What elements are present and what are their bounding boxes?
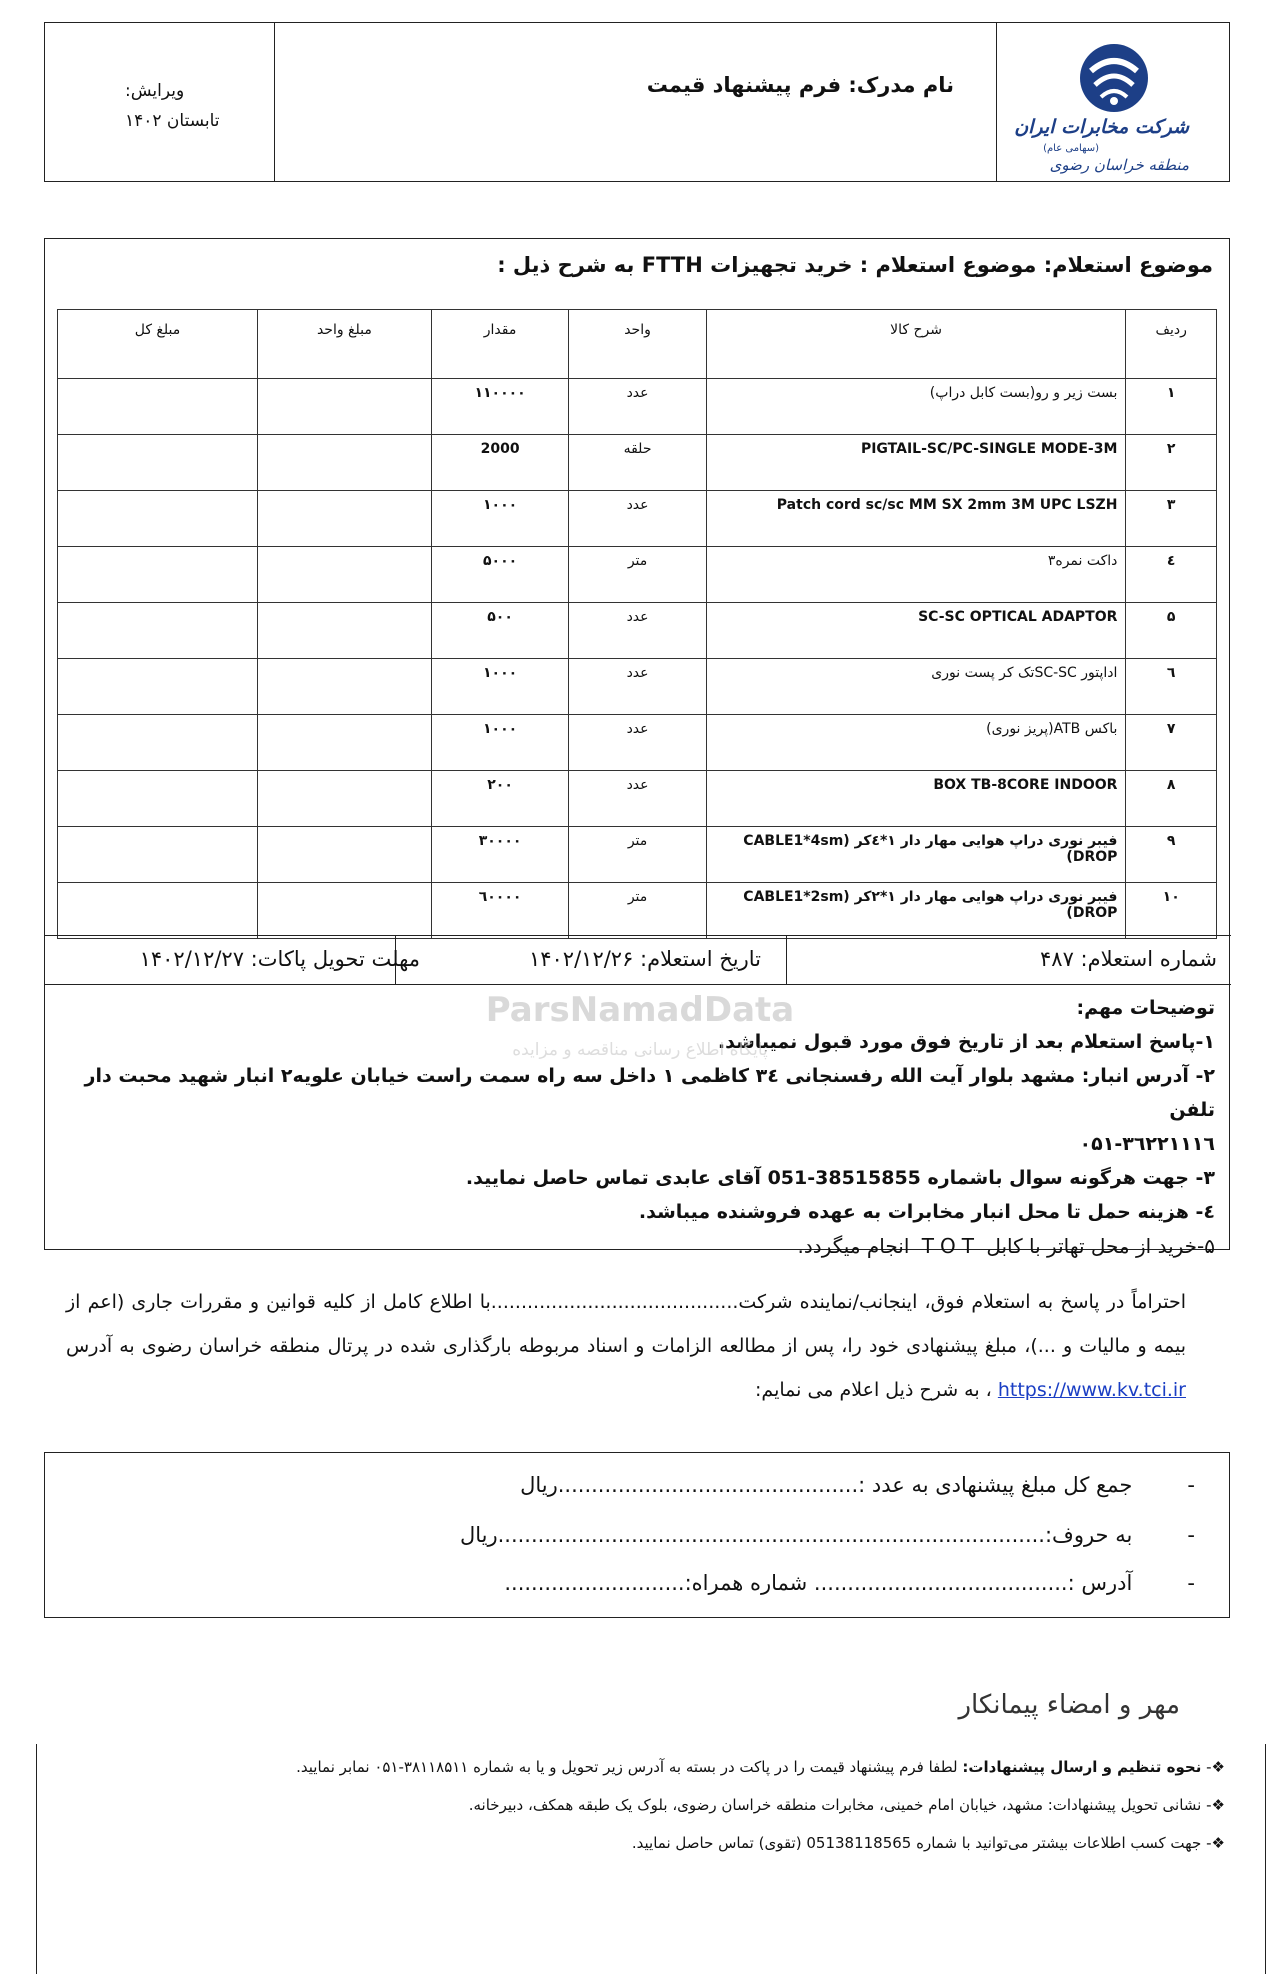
- total-amount-line[interactable]: [520, 1473, 1195, 1497]
- instruction-1-title: نحوه تنظیم و ارسال پیشنهادات:: [962, 1758, 1202, 1776]
- header-index: ردیف: [1126, 310, 1217, 379]
- row-total-price[interactable]: [58, 715, 258, 771]
- row-description: SC-SC OPTICAL ADAPTOR: [706, 603, 1126, 659]
- table-row: [58, 827, 1217, 883]
- row-description: PIGTAIL-SC/PC-SINGLE MODE-3M: [706, 435, 1126, 491]
- bullet-icon: ❖-: [1206, 1796, 1225, 1814]
- row-index: ۸: [1126, 771, 1217, 827]
- row-index: ٤: [1126, 547, 1217, 603]
- row-unit-price[interactable]: [257, 435, 431, 491]
- notes-title: توضیحات مهم:: [1076, 997, 1215, 1019]
- row-unit: عدد: [569, 379, 706, 435]
- bullet-dash: -: [1187, 1523, 1195, 1547]
- telecom-iran-logo-icon: [1077, 41, 1151, 115]
- items-table: [57, 309, 1217, 939]
- row-description: داکت نمره۳: [706, 547, 1126, 603]
- row-description: Patch cord sc/sc MM SX 2mm 3M UPC LSZH: [706, 491, 1126, 547]
- header-quantity: مقدار: [431, 310, 568, 379]
- bullet-icon: ❖-: [1206, 1758, 1225, 1776]
- row-quantity: ۳۰۰۰۰: [431, 827, 568, 883]
- note-1: ۱-پاسخ استعلام بعد از تاریخ فوق مورد قبول نمیباشد.: [717, 1031, 1215, 1053]
- row-total-price[interactable]: [58, 491, 258, 547]
- inquiry-subject: موضوع استعلام: موضوع استعلام : خرید تجهیزات FTTH به شرح ذیل :: [497, 253, 1213, 277]
- row-description: BOX TB-8CORE INDOOR: [706, 771, 1126, 827]
- row-unit: حلقه: [569, 435, 706, 491]
- instruction-1-text: لطفا فرم پیشنهاد قیمت را در پاکت در بسته به آدرس زیر تحویل و یا به شماره ۳۸۱۱۸۵۱۱-۰۵۱ نمابر نمایید.: [296, 1758, 963, 1776]
- logo-region: منطقه خراسان رضوی: [1049, 156, 1189, 174]
- row-description: فیبر نوری دراپ هوایی مهار دار ۱*٤کر (CABLE1*4sm DROP): [706, 827, 1126, 883]
- declaration-text: احتراماً در پاسخ به استعلام فوق، اینجانب/نماینده شرکت.........................................با اطلاع کامل از کلیه قوانین و مقررات جاری (اعم از بیمه و مالیات و ...)، مبلغ پیشنهادی خود را، پس از مطالعه الزامات و اسناد مربوطه بارگذاری شده در پرتال منطقه خراسان رضوی به آدرس: [66, 1291, 1186, 1357]
- instruction-3-text: جهت کسب اطلاعات بیشتر می‌توانید با شماره 05138118565 (تقوی) تماس حاصل نمایید.: [631, 1834, 1202, 1852]
- row-index: ۱۰: [1126, 883, 1217, 939]
- row-unit-price[interactable]: [257, 715, 431, 771]
- table-header-row: [58, 310, 1217, 379]
- row-index: ۳: [1126, 491, 1217, 547]
- header-total-price: مبلغ کل: [58, 310, 258, 379]
- version-cell: [45, 23, 277, 181]
- row-total-price[interactable]: [58, 771, 258, 827]
- row-quantity: ۵۰۰: [431, 603, 568, 659]
- amount-words-line[interactable]: [460, 1523, 1195, 1547]
- contractor-signature-label: مهر و امضاء پیمانکار: [958, 1690, 1180, 1720]
- header-description: شرح کالا: [706, 310, 1126, 379]
- row-description: فیبر نوری دراپ هوایی مهار دار ۱*۲کر (CABLE1*2sm DROP): [706, 883, 1126, 939]
- version-date: تابستان ۱۴۰۲: [125, 111, 220, 131]
- row-unit-price[interactable]: [257, 603, 431, 659]
- row-total-price[interactable]: [58, 603, 258, 659]
- version-label: ویرایش:: [125, 81, 185, 101]
- instruction-2-text: نشانی تحویل پیشنهادات: مشهد، خیابان امام خمینی، مخابرات منطقه خراسان رضوی، بلوک یک طبقه همکف، دبیرخانه.: [468, 1796, 1202, 1814]
- row-unit-price[interactable]: [257, 491, 431, 547]
- table-row: [58, 715, 1217, 771]
- offer-form-box: [44, 1452, 1230, 1618]
- table-row: [58, 883, 1217, 939]
- row-total-price[interactable]: [58, 883, 258, 939]
- note-5: ۵-خرید از محل تهاتر با کابل TOT انجام میگردد.: [797, 1234, 1215, 1258]
- table-row: [58, 771, 1217, 827]
- inquiry-number: شماره استعلام: ۴۸۷: [786, 936, 1231, 984]
- row-total-price[interactable]: [58, 547, 258, 603]
- row-unit-price[interactable]: [257, 827, 431, 883]
- address-line[interactable]: [504, 1571, 1195, 1595]
- row-description: بست زیر و رو(بست کابل دراپ): [706, 379, 1126, 435]
- submission-deadline: مهلت تحویل پاکات: ۱۴۰۲/۱۲/۲۷: [139, 947, 420, 971]
- row-unit-price[interactable]: [257, 379, 431, 435]
- row-unit: متر: [569, 883, 706, 939]
- total-amount-field[interactable]: جمع کل مبلغ پیشنهادی به عدد :.............................................ریال: [520, 1473, 1133, 1497]
- row-quantity: 2000: [431, 435, 568, 491]
- note-4: ٤- هزینه حمل تا محل انبار مخابرات به عهده فروشنده میباشد.: [638, 1201, 1215, 1223]
- watermark-subtitle: پایگاه اطلاع رسانی مناقصه و مزایده: [512, 1040, 768, 1060]
- inquiry-date: تاریخ استعلام: ۱۴۰۲/۱۲/۲۶: [395, 936, 801, 984]
- row-quantity: ۱۱۰۰۰۰: [431, 379, 568, 435]
- row-index: ۷: [1126, 715, 1217, 771]
- row-description: باکس ATB(پریز نوری): [706, 715, 1126, 771]
- document-header: [44, 22, 1230, 182]
- row-unit-price[interactable]: [257, 883, 431, 939]
- table-row: [58, 435, 1217, 491]
- logo-company-name: شرکت مخابرات ایران: [1014, 116, 1189, 138]
- table-row: [58, 379, 1217, 435]
- note-2-phone: ۳٦۲۲۱۱۱٦-۰۵۱: [1079, 1133, 1215, 1155]
- row-unit: عدد: [569, 659, 706, 715]
- row-quantity: ۱۰۰۰: [431, 659, 568, 715]
- row-unit-price[interactable]: [257, 771, 431, 827]
- watermark-brand: ParsNamadData: [485, 990, 795, 1030]
- bullet-dash: -: [1187, 1571, 1195, 1595]
- header-unit: واحد: [569, 310, 706, 379]
- table-row: [58, 659, 1217, 715]
- bullet-dash: -: [1187, 1473, 1195, 1497]
- row-index: ۹: [1126, 827, 1217, 883]
- declaration-text-end: ، به شرح ذیل اعلام می نمایم:: [755, 1379, 992, 1401]
- title-cell: [274, 23, 997, 181]
- row-total-price[interactable]: [58, 659, 258, 715]
- row-quantity: ۱۰۰۰: [431, 715, 568, 771]
- bullet-icon: ❖-: [1206, 1834, 1225, 1852]
- declaration-paragraph: [66, 1280, 1186, 1412]
- row-index: ۵: [1126, 603, 1217, 659]
- inquiry-box: [44, 238, 1230, 1258]
- table-row: [58, 603, 1217, 659]
- instruction-1: [296, 1758, 1225, 1776]
- row-quantity: ۲۰۰: [431, 771, 568, 827]
- row-description: اداپتور SC-SCتک کر پست نوری: [706, 659, 1126, 715]
- row-index: ٦: [1126, 659, 1217, 715]
- submission-instructions: [36, 1744, 1266, 1974]
- header-unit-price: مبلغ واحد: [257, 310, 431, 379]
- row-unit-price[interactable]: [257, 659, 431, 715]
- logo-cell: [996, 23, 1229, 181]
- row-unit: عدد: [569, 715, 706, 771]
- table-row: [58, 491, 1217, 547]
- row-unit: عدد: [569, 491, 706, 547]
- document-name: نام مدرک: فرم پیشنهاد قیمت: [646, 73, 954, 97]
- row-unit: عدد: [569, 771, 706, 827]
- logo-company-type: (سهامی عام): [1043, 143, 1099, 154]
- row-unit: متر: [569, 547, 706, 603]
- note-2: ۲- آدرس انبار: مشهد بلوار آیت الله رفسنجانی ۳٤ کاظمی ۱ داخل سه راه سمت راست خیابان علویه۲ انبار شهید محبت دار تلفن: [84, 1065, 1215, 1121]
- note-3: ۳- جهت هرگونه سوال باشماره 38515855-051 آقای عابدی تماس حاصل نمایید.: [465, 1167, 1215, 1189]
- row-index: ۲: [1126, 435, 1217, 491]
- table-row: [58, 547, 1217, 603]
- row-total-price[interactable]: [58, 379, 258, 435]
- row-unit: متر: [569, 827, 706, 883]
- row-quantity: ۵۰۰۰: [431, 547, 568, 603]
- instruction-2: [469, 1796, 1225, 1814]
- instruction-3: [632, 1834, 1225, 1852]
- row-quantity: ٦۰۰۰۰: [431, 883, 568, 939]
- row-total-price[interactable]: [58, 827, 258, 883]
- portal-link[interactable]: https://www.kv.tci.ir: [997, 1379, 1186, 1401]
- row-quantity: ۱۰۰۰: [431, 491, 568, 547]
- row-unit: عدد: [569, 603, 706, 659]
- amount-words-field[interactable]: به حروف:..................................................................................ریال: [459, 1523, 1133, 1547]
- row-total-price[interactable]: [58, 435, 258, 491]
- address-phone-field[interactable]: آدرس :...................................... شماره همراه:...........................: [504, 1571, 1133, 1595]
- inquiry-info-row: [45, 935, 1231, 985]
- row-unit-price[interactable]: [257, 547, 431, 603]
- important-notes: [55, 991, 1215, 1263]
- row-index: ۱: [1126, 379, 1217, 435]
